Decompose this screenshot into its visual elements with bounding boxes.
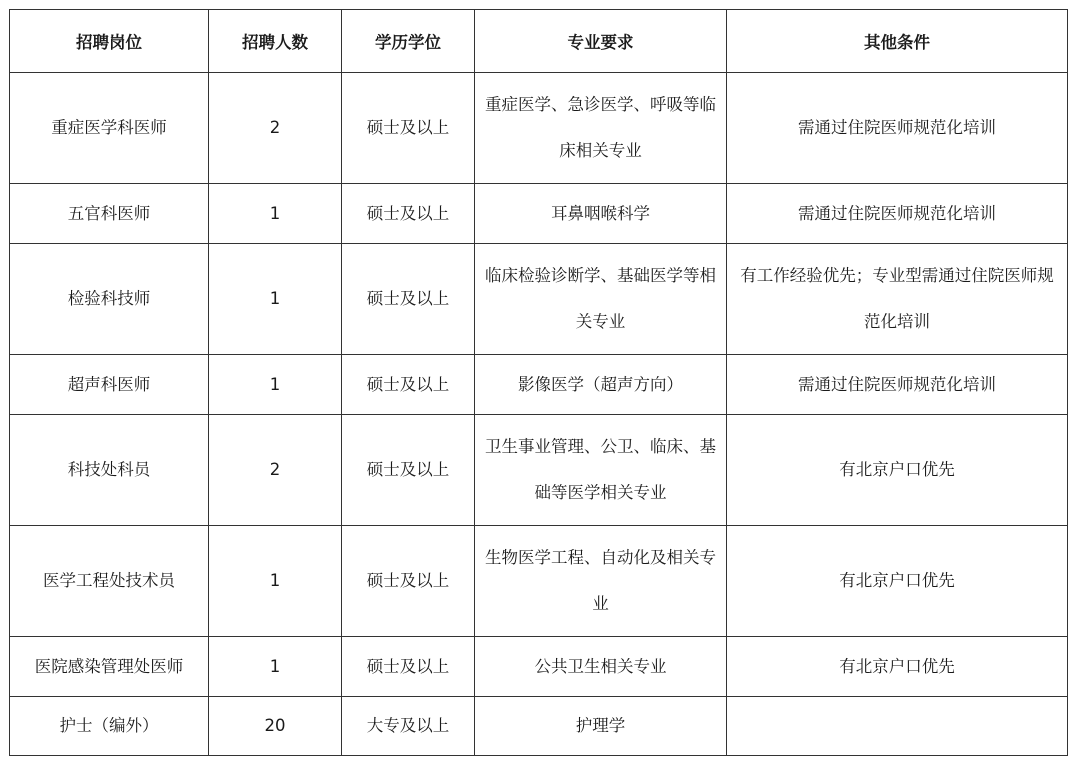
count-text: 2 — [269, 460, 281, 479]
major-text: 影像医学（超声方向） — [518, 374, 683, 394]
cell-position — [10, 184, 209, 244]
header-education: 学历学位 — [342, 10, 475, 73]
cell-other — [727, 184, 1068, 244]
cell-position — [10, 73, 209, 184]
cell-major — [475, 697, 727, 756]
cell-major — [475, 526, 727, 637]
education-text: 硕士及以上 — [366, 571, 450, 590]
cell-major — [475, 637, 727, 697]
cell-count — [209, 355, 342, 415]
major-text: 生物医学工程、自动化及相关专业 — [485, 548, 716, 613]
position-text: 护士（编外） — [59, 716, 159, 735]
education-text: 大专及以上 — [366, 716, 450, 735]
education-text: 硕士及以上 — [366, 289, 450, 308]
count-text: 1 — [269, 374, 281, 394]
education-text: 硕士及以上 — [366, 460, 450, 479]
cell-education — [342, 244, 475, 355]
table-row — [10, 415, 1068, 526]
cell-education — [342, 184, 475, 244]
cell-position — [10, 526, 209, 637]
count-text: 2 — [269, 118, 281, 137]
count-text: 1 — [269, 656, 281, 676]
major-text: 临床检验诊断学、基础医学等相关专业 — [485, 266, 716, 331]
education-text: 硕士及以上 — [366, 203, 450, 223]
position-text: 医学工程处技术员 — [43, 571, 175, 590]
education-text: 硕士及以上 — [366, 656, 450, 676]
header-position: 招聘岗位 — [10, 10, 209, 73]
position-text: 科技处科员 — [67, 460, 151, 479]
cell-position — [10, 355, 209, 415]
major-text: 重症医学、急诊医学、呼吸等临床相关专业 — [485, 95, 716, 160]
cell-education — [342, 73, 475, 184]
count-text: 1 — [269, 203, 281, 223]
cell-position — [10, 637, 209, 697]
cell-other — [727, 697, 1068, 756]
table-row — [10, 637, 1068, 697]
table-row — [10, 526, 1068, 637]
position-text: 超声科医师 — [67, 374, 151, 394]
cell-count — [209, 526, 342, 637]
cell-other — [727, 637, 1068, 697]
cell-count — [209, 244, 342, 355]
cell-position — [10, 697, 209, 756]
cell-count — [209, 415, 342, 526]
other-text: 需通过住院医师规范化培训 — [798, 118, 996, 137]
major-text: 护理学 — [575, 716, 626, 735]
cell-education — [342, 637, 475, 697]
header-major: 专业要求 — [475, 10, 727, 73]
other-text: 有工作经验优先；专业型需通过住院医师规范化培训 — [740, 266, 1054, 331]
position-text: 检验科技师 — [67, 289, 151, 308]
cell-education — [342, 355, 475, 415]
cell-other — [727, 415, 1068, 526]
recruitment-table — [9, 9, 1068, 756]
cell-other — [727, 73, 1068, 184]
cell-other — [727, 355, 1068, 415]
other-text: 有北京户口优先 — [839, 656, 955, 676]
table-row — [10, 73, 1068, 184]
position-text: 五官科医师 — [67, 203, 151, 223]
count-text: 20 — [264, 716, 286, 735]
cell-count — [209, 184, 342, 244]
education-text: 硕士及以上 — [366, 374, 450, 394]
cell-count — [209, 697, 342, 756]
cell-other — [727, 526, 1068, 637]
major-text: 卫生事业管理、公卫、临床、基础等医学相关专业 — [485, 437, 716, 502]
other-text: 有北京户口优先 — [839, 460, 955, 479]
cell-education — [342, 415, 475, 526]
cell-position — [10, 415, 209, 526]
header-other: 其他条件 — [727, 10, 1068, 73]
count-text: 1 — [269, 571, 281, 590]
cell-education — [342, 697, 475, 756]
cell-major — [475, 73, 727, 184]
cell-major — [475, 184, 727, 244]
table-row — [10, 355, 1068, 415]
table-row — [10, 697, 1068, 756]
other-text: 有北京户口优先 — [839, 571, 955, 590]
cell-major — [475, 355, 727, 415]
other-text: 需通过住院医师规范化培训 — [798, 203, 996, 223]
position-text: 医院感染管理处医师 — [34, 656, 184, 676]
cell-major — [475, 244, 727, 355]
table-row — [10, 244, 1068, 355]
cell-other — [727, 244, 1068, 355]
table-row — [10, 184, 1068, 244]
header-row — [10, 10, 1068, 73]
other-text: 需通过住院医师规范化培训 — [798, 374, 996, 394]
header-count: 招聘人数 — [209, 10, 342, 73]
cell-major — [475, 415, 727, 526]
cell-count — [209, 73, 342, 184]
major-text: 公共卫生相关专业 — [534, 656, 667, 676]
cell-position — [10, 244, 209, 355]
recruitment-table-container — [9, 9, 1068, 756]
position-text: 重症医学科医师 — [51, 118, 167, 137]
cell-education — [342, 526, 475, 637]
cell-count — [209, 637, 342, 697]
education-text: 硕士及以上 — [366, 118, 450, 137]
count-text: 1 — [269, 289, 281, 308]
major-text: 耳鼻咽喉科学 — [551, 203, 650, 223]
